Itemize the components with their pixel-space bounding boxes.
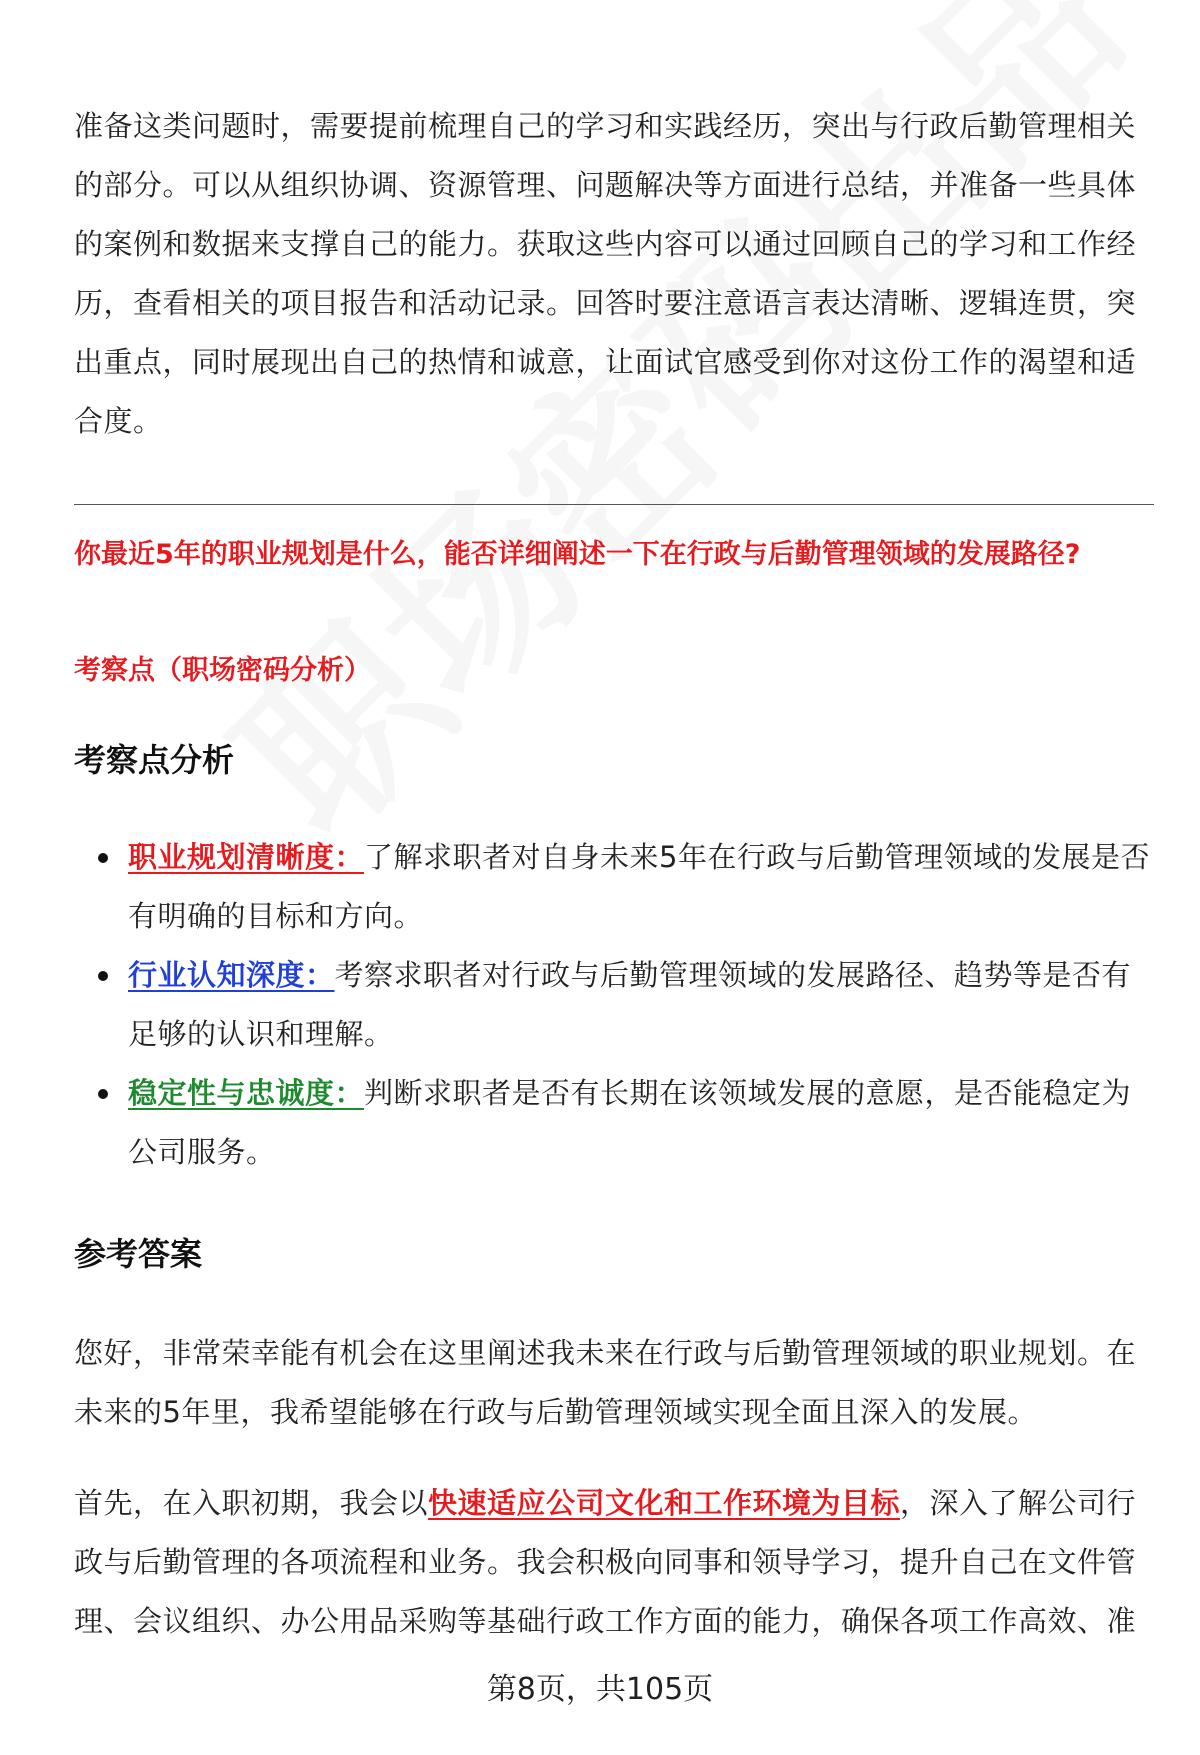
question-subtitle: 考察点（职场密码分析） [74,655,371,686]
bullet-keyword: 行业认知深度： [128,958,335,992]
answer-highlight: 快速适应公司文化和工作环境为目标 [428,1486,901,1520]
answer-text-before: 首先，在入职初期，我会以 [74,1486,429,1520]
bullet-text: 了解求职者对自身未来5年在行政与后勤管理领域的发展是否有明确的目标和方向。 [128,840,1150,933]
answer-heading: 参考答案 [74,1235,203,1273]
bullet-text: 考察求职者对行政与后勤管理领域的发展路径、趋势等是否有足够的认识和理解。 [128,958,1132,1051]
list-item [74,828,1154,946]
answer-paragraph-1: 您好，非常荣幸能有机会在这里阐述我未来在行政与后勤管理领域的职业规划。在未来的5年里，我希望能够在行政与后勤管理领域实现全面且深入的发展。 [74,1336,1137,1429]
analysis-list [74,828,1154,1182]
bullet-text: 判断求职者是否有长期在该领域发展的意愿，是否能稳定为公司服务。 [128,1076,1132,1169]
answer-paragraph-2 [74,1474,1154,1651]
question-title: 你最近5年的职业规划是什么，能否详细阐述一下在行政与后勤管理领域的发展路径? [74,539,1081,570]
answer-text-after: ，深入了解公司行政与后勤管理的各项流程和业务。我会积极向同事和领导学习，提升自己在文件管理、会议组织、办公用品采购等基础行政工作方面的能力，确保各项工作高效、准 [74,1486,1137,1638]
analysis-heading: 考察点分析 [74,741,235,779]
bullet-keyword: 稳定性与忠诚度： [128,1076,365,1110]
page-footer: 第8页，共105页 [486,1672,714,1707]
list-item [74,1064,1154,1182]
bullet-keyword: 职业规划清晰度： [128,840,365,874]
bullet-dot-icon [98,1089,108,1099]
section-divider [74,504,1154,505]
bullet-dot-icon [98,853,108,863]
intro-paragraph: 准备这类问题时，需要提前梳理自己的学习和实践经历，突出与行政后勤管理相关的部分。可以从组织协调、资源管理、问题解决等方面进行总结，并准备一些具体的案例和数据来支撑自己的能力。获取这些内容可以通过回顾自己的学习和工作经历，查看相关的项目报告和活动记录。回答时要注意语言表达清晰、逻辑连贯，突出重点，同时展现出自己的热情和诚意，让面试官感受到你对这份工作的渴望和适合度。 [74,109,1137,438]
list-item [74,946,1154,1064]
bullet-dot-icon [98,971,108,981]
